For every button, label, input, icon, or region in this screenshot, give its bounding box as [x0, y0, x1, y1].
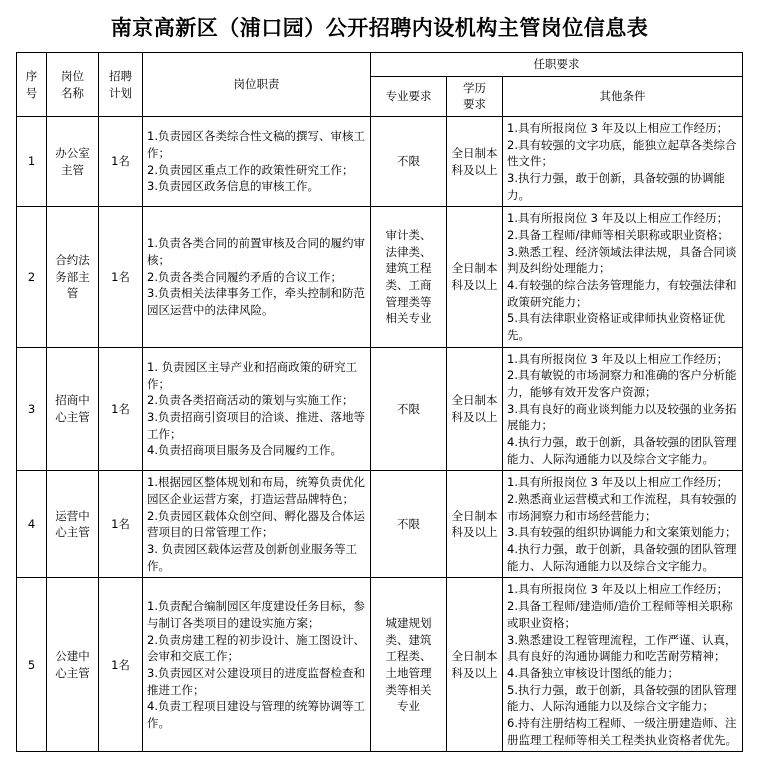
table-row — [17, 471, 743, 578]
cell-other: 1.具有所报岗位 3 年及以上相应工作经历； 2.具有较强的文字功底，能独立起草各类综合性文件； 3.执行力强，敢于创新，具备较强的协调能力。 — [503, 117, 743, 207]
cell-seq: 2 — [17, 207, 47, 347]
cell-seq: 3 — [17, 347, 47, 471]
cell-education: 全日制本 科及以上 — [447, 117, 503, 207]
cell-hiring-plan: 1名 — [99, 347, 143, 471]
cell-duty: 1.负责园区各类综合性文稿的撰写、审核工作； 2.负责园区重点工作的政策性研究工作； 3.负责园区政务信息的审核工作。 — [143, 117, 371, 207]
page-title: 南京高新区（浦口园）公开招聘内设机构主管岗位信息表 — [110, 16, 649, 40]
cell-hiring-plan: 1名 — [99, 471, 143, 578]
cell-education: 全日制本 科及以上 — [447, 578, 503, 752]
table-row — [17, 117, 743, 207]
cell-major: 不限 — [371, 117, 447, 207]
cell-other: 1.具有所报岗位 3 年及以上相应工作经历； 2.熟悉商业运营模式和工作流程，具有较强的市场洞察力和市场经营能力； 3.具有较强的组织协调能力和文案策划能力； 4.执行力强，敢于创新，具备较强的团队管理能力、人际沟通能力以及综合文字能力。 — [503, 471, 743, 578]
cell-other: 1.具有所报岗位 3 年及以上相应工作经历； 2.具备工程师/建造师/造价工程师等相关职称或职业资格； 3.熟悉建设工程管理流程，工作严谨、认真，具有良好的沟通协调能力和吃苦耐劳精神； 4.具备独立审核设计图纸的能力； 5.执行力强，敢于创新，具备较强的团队管理能力、人际沟通能力以及综合文字能力； 6.持有注册结构工程师、一级注册建造师、注册监理工程师等相关工程类执业资格者优先。 — [503, 578, 743, 752]
column-header-seq: 序号 — [17, 53, 47, 117]
cell-position-name: 公建中 心主管 — [47, 578, 99, 752]
cell-seq: 4 — [17, 471, 47, 578]
cell-position-name: 合约法 务部主 管 — [47, 207, 99, 347]
cell-major: 审计类、 法律类、 建筑工程 类、工商 管理类等 相关专业 — [371, 207, 447, 347]
table-header-row-1 — [17, 53, 743, 77]
cell-education: 全日制本 科及以上 — [447, 471, 503, 578]
column-header-other: 其他条件 — [503, 76, 743, 116]
cell-education: 全日制本 科及以上 — [447, 207, 503, 347]
cell-duty: 1.根据园区整体规划和布局，统筹负责优化园区企业运营方案，打造运营品牌特色； 2.负责园区载体众创空间、孵化器及合体运营项目的日常管理工作； 3. 负责园区载体运营及创新创业服务等工作。 — [143, 471, 371, 578]
cell-major: 不限 — [371, 347, 447, 471]
table-row — [17, 207, 743, 347]
cell-major: 城建规划 类、建筑 工程类、 土地管理 类等相关 专业 — [371, 578, 447, 752]
column-header-position-name: 岗位 名称 — [47, 53, 99, 117]
cell-hiring-plan: 1名 — [99, 578, 143, 752]
cell-duty: 1.负责各类合同的前置审核及合同的履约审核； 2.负责各类合同履约矛盾的合议工作； 3.负责相关法律事务工作，牵头控制和防范园区运营中的法律风险。 — [143, 207, 371, 347]
cell-hiring-plan: 1名 — [99, 207, 143, 347]
column-header-major: 专业要求 — [371, 76, 447, 116]
cell-major: 不限 — [371, 471, 447, 578]
column-header-duty: 岗位职责 — [143, 53, 371, 117]
cell-position-name: 运营中 心主管 — [47, 471, 99, 578]
column-header-hiring-plan: 招聘 计划 — [99, 53, 143, 117]
cell-seq: 1 — [17, 117, 47, 207]
cell-duty: 1.负责配合编制园区年度建设任务目标，参与制订各类项目的建设实施方案； 2.负责房建工程的初步设计、施工图设计、会审和交底工作； 3.负责园区对公建设项目的进度监督检查和推进工作； 4.负责工程项目建设与管理的统筹协调等工作。 — [143, 578, 371, 752]
cell-duty: 1. 负责园区主导产业和招商政策的研究工作； 2.负责各类招商活动的策划与实施工作； 3.负责招商引资项目的洽谈、推进、落地等工作； 4.负责招商项目服务及合同履约工作。 — [143, 347, 371, 471]
column-header-requirements-group: 任职要求 — [371, 53, 743, 77]
table-row — [17, 347, 743, 471]
table-row — [17, 578, 743, 752]
cell-seq: 5 — [17, 578, 47, 752]
cell-other: 1.具有所报岗位 3 年及以上相应工作经历； 2.具备工程师/律师等相关职称或职业资格； 3.熟悉工程、经济领域法律法规，具备合同谈判及纠纷处理能力； 4.有较强的综合法务管理能力，有较强法律和政策研究能力； 5.具有法律职业资格证或律师执业资格证优先。 — [503, 207, 743, 347]
cell-position-name: 招商中 心主管 — [47, 347, 99, 471]
cell-education: 全日制本 科及以上 — [447, 347, 503, 471]
column-header-education: 学历 要求 — [447, 76, 503, 116]
cell-hiring-plan: 1名 — [99, 117, 143, 207]
table-body — [17, 117, 743, 752]
position-info-table — [16, 52, 743, 752]
document-page — [0, 12, 759, 752]
cell-position-name: 办公室 主管 — [47, 117, 99, 207]
cell-other: 1.具有所报岗位 3 年及以上相应工作经历； 2.具有敏锐的市场洞察力和准确的客户分析能力，能够有效开发客户资源； 3.具有良好的商业谈判能力以及较强的业务拓展能力； 4.执行力强，敢于创新，具备较强的团队管理能力、人际沟通能力以及综合文字能力。 — [503, 347, 743, 471]
